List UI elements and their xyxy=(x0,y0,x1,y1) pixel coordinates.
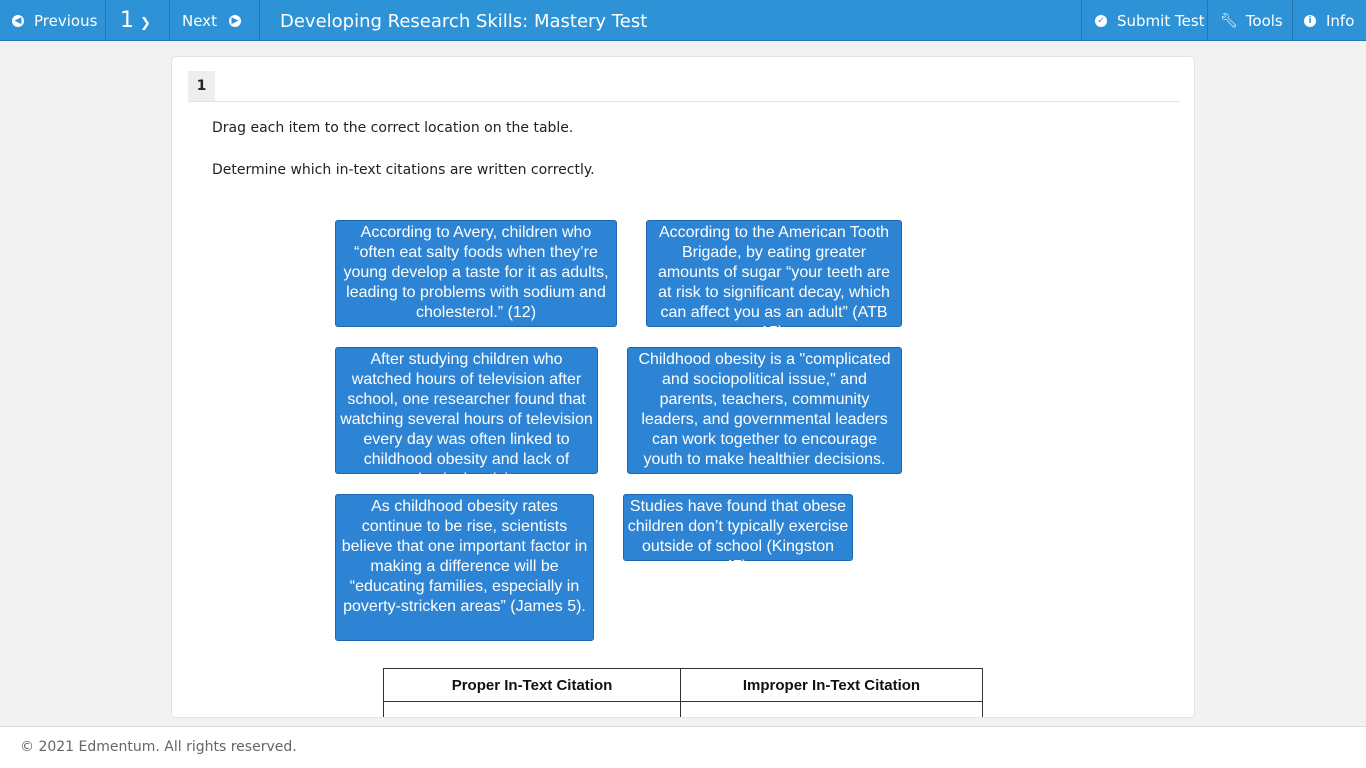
copyright-text: © 2021 Edmentum. All rights reserved. xyxy=(20,739,297,755)
drag-tile[interactable]: According to Avery, children who “often eat salty foods when they’re young develop a taste for it as adults, leading to problems with sodium and cholesterol.” (12) xyxy=(335,220,617,327)
improper-column-header: Improper In-Text Citation xyxy=(681,669,983,702)
test-title: Developing Research Skills: Mastery Test xyxy=(280,11,648,32)
info-label: Info xyxy=(1326,11,1355,30)
tools-button[interactable] xyxy=(1207,0,1293,41)
instruction-text: Determine which in-text citations are written correctly. xyxy=(212,162,595,178)
arrow-left-icon: ◀ xyxy=(12,15,24,27)
previous-label: Previous xyxy=(34,11,98,30)
drag-tile[interactable]: Studies have found that obese children don’t typically exercise outside of school (Kingston 47). xyxy=(623,494,853,561)
check-circle-icon: ✓ xyxy=(1095,15,1107,27)
citation-table xyxy=(383,668,983,718)
previous-button[interactable] xyxy=(0,0,106,41)
arrow-right-icon: ▶ xyxy=(229,15,241,27)
wrench-icon: 🔧︎ xyxy=(1220,12,1238,29)
footer xyxy=(0,726,1366,768)
proper-column-header: Proper In-Text Citation xyxy=(384,669,681,702)
next-label: Next xyxy=(182,11,217,30)
question-card xyxy=(171,56,1195,718)
info-button[interactable] xyxy=(1292,0,1366,41)
next-button[interactable] xyxy=(170,0,260,41)
info-icon: i xyxy=(1304,15,1316,27)
chevron-down-icon: ❯ xyxy=(140,16,151,31)
question-tab[interactable]: 1 xyxy=(188,71,215,101)
proper-drop-zone[interactable] xyxy=(384,702,681,719)
top-toolbar xyxy=(0,0,1366,41)
divider xyxy=(188,101,1180,102)
drag-tile[interactable]: According to the American Tooth Brigade, by eating greater amounts of sugar “your teeth are at risk to significant decay, which can affect you as an adult” (ATB 15). xyxy=(646,220,902,327)
question-selector[interactable] xyxy=(106,0,170,41)
drag-tile[interactable]: After studying children who watched hours of television after school, one researcher found that watching several hours of television every day was often linked to childhood obesity and lack of physical activity. xyxy=(335,347,598,474)
improper-drop-zone[interactable] xyxy=(681,702,983,719)
drag-tile[interactable]: As childhood obesity rates continue to be rise, scientists believe that one important factor in making a difference will be “educating families, especially in poverty-stricken areas” (James 5). xyxy=(335,494,594,641)
submit-test-button[interactable] xyxy=(1081,0,1208,41)
tools-label: Tools xyxy=(1245,11,1283,30)
submit-label: Submit Test xyxy=(1117,11,1205,30)
drag-tile[interactable]: Childhood obesity is a "complicated and sociopolitical issue," and parents, teachers, community leaders, and governmental leaders can work together to encourage youth to make healthier decisions. xyxy=(627,347,902,474)
question-number: 1 xyxy=(120,8,134,33)
instruction-text: Drag each item to the correct location on the table. xyxy=(212,120,574,136)
